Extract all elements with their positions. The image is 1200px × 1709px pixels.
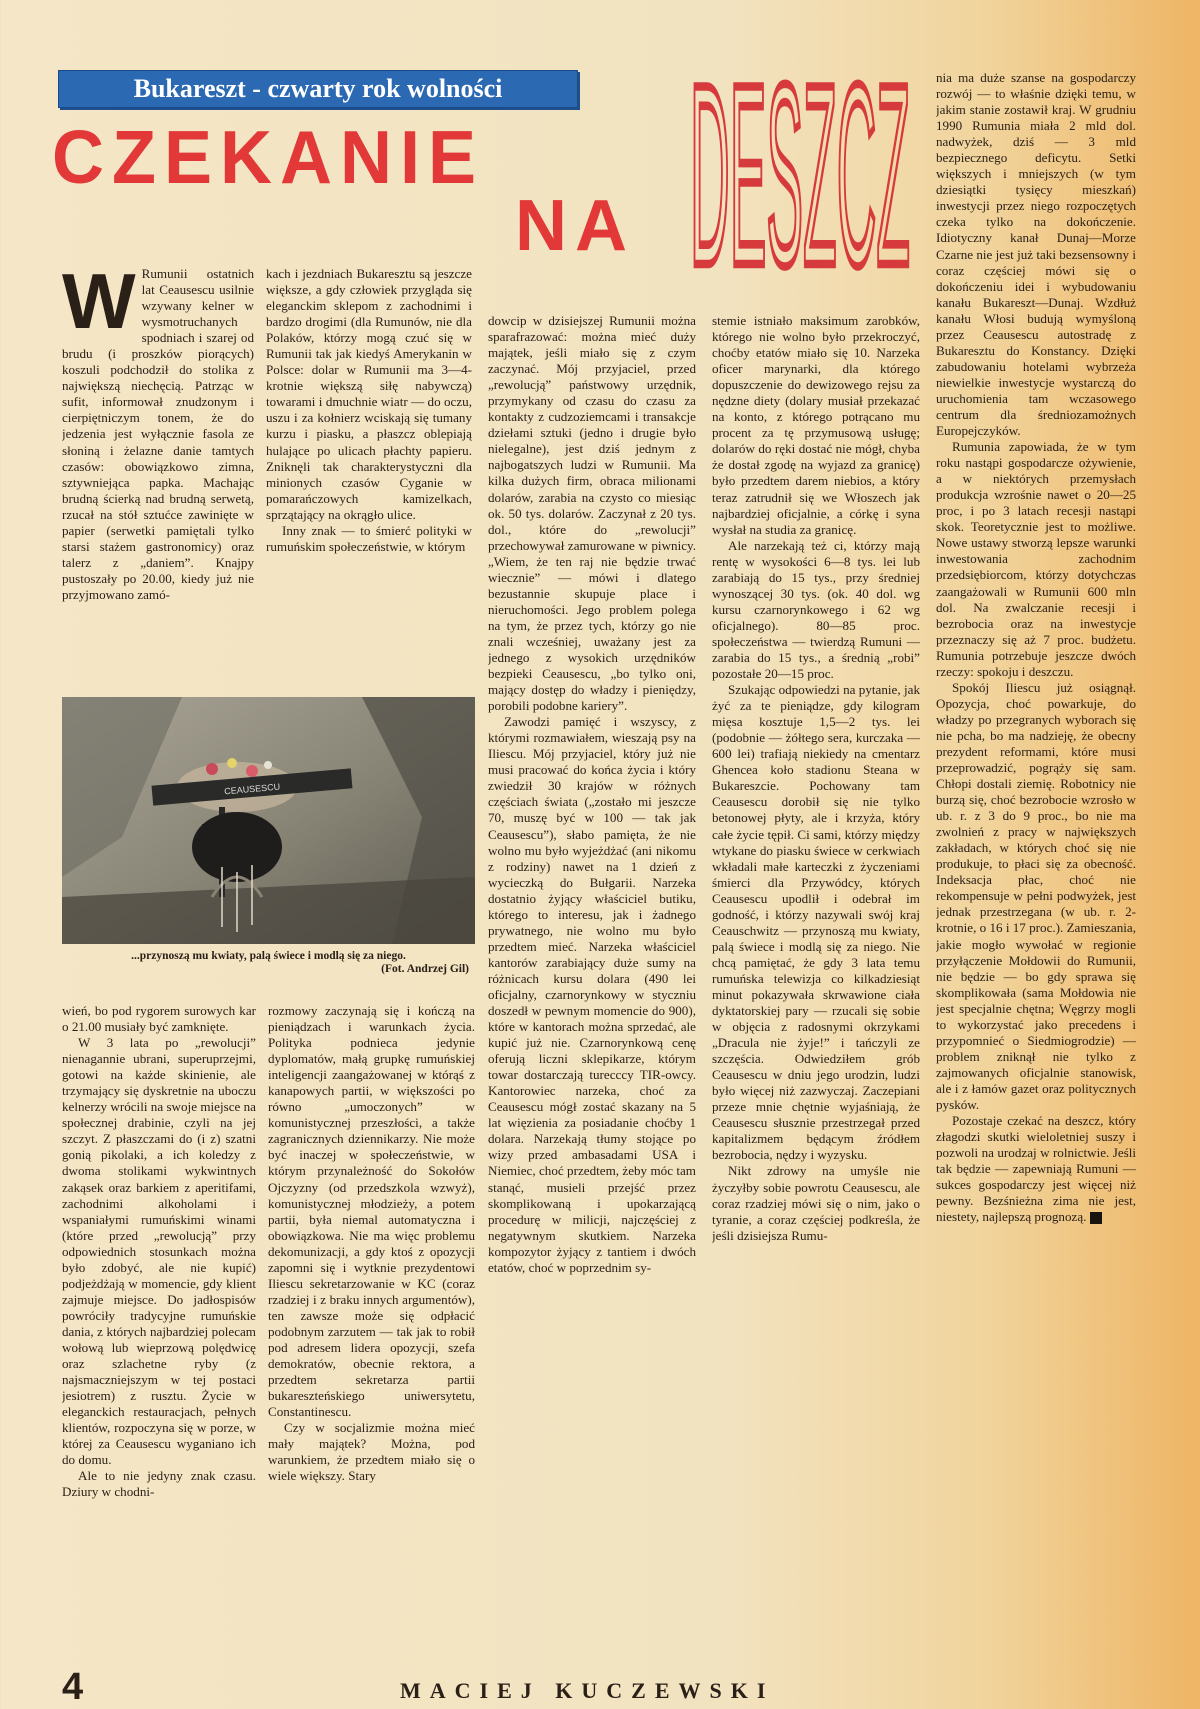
paragraph: wień, bo pod rygorem surowych kar o 21.00 musiały być zamknięte. <box>62 1003 256 1035</box>
page-number: 4 <box>62 1666 84 1708</box>
kicker-banner <box>58 70 578 108</box>
paragraph: Rumunia zapowiada, że w tym roku nastąpi gospodarcze ożywienie, a w niektórych przemysłach produkcja wzrośnie nawet o 20—25 proc, i po 3 latach recesji nastąpi skok. Teoretycznie jest to możliwe. Nowe ustawy stworzą lepsze warunki inwestowania zachodnim przedsiębiorcom, którzy dotychczas zaangażowali w Rumunii 600 mln dol. Na zwalczanie recesji i bezrobocia oraz na inwestycje przeznaczy się aż 7 proc. budżetu. Rumunia potrzebuje jeszcze dwóch rzeczy: spokoju i deszczu. <box>936 439 1136 679</box>
column-2-bottom <box>268 1003 475 1658</box>
vertical-title-deszcz <box>688 6 913 274</box>
column-1-bottom <box>62 1003 256 1658</box>
sign-text: CEAUSESCU <box>223 781 281 797</box>
end-mark-icon <box>1090 1212 1102 1224</box>
paragraph: W 3 lata po „rewolucji” nienagannie ubrani, superuprzejmi, gotowi na każde skinienie, ale trzymający się dyskretnie na uboczu kelnerzy wrócili na swoje miejsce na społecznej drabinie, czyli na jej szczyt. Z płaszczami do (i z) szatni gonią pikolaki, a ich koledzy z dwoma stolikami wykwintnych zakąsek oraz barkiem z aperitifami, zachodnimi alkoholami i wspaniałymi rumuńskimi winami (które przed „rewolucją” przy odpowiednich stosunkach można było zdobyć, ale nie kupić) podjeżdżają w momencie, gdy klient zajmuje miejsce. Do jadłospisów powróciły tradycyjne rumuńskie dania, z których najbardziej polecam wołową lub wieprzową polędwicę oraz szlachetne ryby (z najsmaczniejszym w tej postaci jesiotrem) z rusztu. Życie w eleganckich restauracjach, pełnych klientów, rozpoczyna się w porze, w której za Ceausescu wyganiano ich do domu. <box>62 1035 256 1468</box>
paragraph: Inny znak — to śmierć polityki w rumuńskim społeczeństwie, w którym <box>266 522 472 554</box>
column-1-top <box>62 266 254 690</box>
paragraph <box>936 1113 1136 1225</box>
paragraph: Rumunii ostatnich lat Ceausescu usilnie wzywany kelner w wysmotruchanych spodniach i szarej od brudu (i proszków piorących) koszuli podchodził do stolika z największą niechęcią. Patrząc w sufit, informował znudzonym i cierpiętniczym tonem, że do jedzenia jest wyłącznie fasola ze słoniną i żelazne danie tamtych czasów: obowiązkowo zimna, sztywniejąca papka. Machając brudną ścierką nad brudną serwetą, rzucał na stół sztućce zawinięte w papier (serwetki pamiętali tylko starsi stażem gastronomicy) oraz talerz z „daniem”. Knajpy pustoszały po 20.00, kiedy już nie przyjmowano zamó- <box>62 266 254 602</box>
paragraph: Nikt zdrowy na umyśle nie życzyłby sobie powrotu Ceausescu, ale coraz rzadziej mówi się o nim, jako o tyranie, a coraz częściej podkreśla, że jeśli dzisiejsza Rumu- <box>712 1163 920 1243</box>
paragraph: dowcip w dzisiejszej Rumunii można sparafrazować: można mieć duży majątek, jeśli miało się z czym zaczynać. Mój przyjaciel, przed „rewolucją” państwowy urzędnik, przymykany od czasu do czasu za kontakty z cudzoziemcami i transakcje dziełami sztuki (jedno i drugie było nielegalne), jest dziś jednym z najbogatszych ludzi w Rumunii. Ma kilka dużych firm, obraca milionami dolarów, zarabia na czysto co miesiąc ok. 50 tys. dolarów. Zaczynał z 20 tys. dol., które do „rewolucji” przechowywał zamurowane w piwnicy. „Wiem, że ten raj nie będzie trwać wiecznie” — mówi i dlatego bezustannie skupuje place i nieruchomości. Jego problem polega na tym, że przez tych, którzy go nie znali wcześniej, uważany jest za jednego z wysokich urzędników bezpieki Ceausescu, „bo tylko oni, mający dostęp do władzy i pieniędzy, porobili podobne kariery”. <box>488 313 696 714</box>
column-5 <box>936 70 1136 1658</box>
photo-caption <box>62 950 475 976</box>
headline-line2: NA <box>515 186 635 266</box>
grave-photo <box>62 697 475 944</box>
paragraph: Ale to nie jedyny znak czasu. Dziury w chodni- <box>62 1468 256 1500</box>
author-byline: MACIEJ KUCZEWSKI <box>400 1678 775 1703</box>
column-2-top <box>266 266 472 690</box>
photo-credit: (Fot. Andrzej Gil) <box>381 963 469 975</box>
paragraph: stemie istniało maksimum zarobków, którego nie wolno było przekroczyć, choćby etatów miało się 10. Narzeka oficer marynarki, dla którego dopuszczenie do dewizowego rejsu za nędzne diety (dolary musiał przekazać na konto, z którego potrącano mu procent za tę przymusową usługę; dolarów do ręki dostać nie mógł, chyba że dostał zgodę na wyjazd za granicę) było przedtem darem niebios, a który teraz zatrudnił się we Włoszech jak najbardziej oficjalnie, a córkę i syna wysłał na studia za granicę. <box>712 313 920 537</box>
column-3 <box>488 313 696 1658</box>
paragraph: Szukając odpowiedzi na pytanie, jak żyć za te pieniądze, gdy kilogram mięsa kosztuje 1,5—2 tys. lei (podobnie — żółtego sera, kurczaka — 600 lei) trafiają niekiedy na cmentarz Ghencea koło stadionu Steana w Bukareszcie. Pochowany tam Ceausescu dorobił się nie tylko betonowej płyty, ale i krzyża, który całe życie tępił. Ci sami, którzy między wtykane do piasku świece w cerkwiach wkładali małe karteczki z życzeniami śmierci dla Przywódcy, których Ceausescu upodlił i odebrał im godność, i którzy nazywali swój kraj Ceauschwitz — przynoszą mu kwiaty, palą świece i modlą się za niego. Nie chcą pamiętać, że gdy 3 lata temu rumuńska telewizja co kilkadziesiąt minut pokazywała skrwawione ciała dyktatorskiej pary — rzucali się sobie w objęcia z radosnymi okrzykami „Dracula nie żyje!” i tańczyli ze szczęścia. Odwiedziłem grób Ceausescu w dniu jego urodzin, ludzi było więcej niż zazwyczaj. Zaczepiani przeze mnie chętnie wyjaśniają, że Ceausescu słusznie przestrzegał przed kapitalizmem będącym źródłem bezrobocia, nędzy i wyzysku. <box>712 682 920 1163</box>
paragraph: Ale narzekają też ci, którzy mają rentę w wysokości 6—8 tys. lei lub zarabiają do 15 tys., przy średniej wynoszącej 30 tys. (ok. 40 dol. wg kursu czarnorynkowego i 62 wg oficjalnego). 80—85 proc. społeczeństwa — twierdzą Rumuni — zarabia do 15 tys., a średnią „robi” pozostałe 20—15 proc. <box>712 537 920 682</box>
paragraph: Spokój Iliescu już osiągnął. Opozycja, choć powarkuje, do władzy po przegranych wyborach się nie pcha, bo ma nadzieję, że obecny prezydent reformami, które musi przeprowadzić, pogrąży się sam. Chłopi dostali ziemię. Robotnicy nie burzą się, choć bezrobocie wzrosło w ub. r. z 3 do 9 proc., bo nie ma zwolnień z pracy w największych zakładach, w których choć się nie produkuje, to płaci się za obecność. Indeksacja płac, choć nie rekompensuje w pełni podwyżek, jest jednak przestrzegana (w ub. r. 2-krotnie, o 16 i 17 proc.). Zamieszania, jakie mogło wywołać w regionie przyłączenie Mołdowii do Rumunii, nie będzie — bo gdy sprawa się skomplikowała (sama Mołdowia nie jest specjalnie chętna; Węgrzy mogli to wykorzystać jako precedens i przypomnieć o Siedmiogrodzie) — problem zniknął nie tylko z zajmowanych oficjalnie stanowisk, ale i z łamów gazet oraz politycznych pysków. <box>936 679 1136 1112</box>
paragraph: Zawodzi pamięć i wszyscy, z którymi rozmawiałem, wieszają psy na Iliescu. Mój przyjaciel, który już nie musi pracować do końca życia i który zwiedził 30 krajów w różnych częściach świata („zostało mi jeszcze 70, muszę być w 100 — tak jak Ceausescu”), słabo pamięta, że nie wolno mu było wyjeżdżać (ani nikomu z rodziny) nawet na 1 dzień z wycieczką do Bułgarii. Narzeka dostatnio żyjący właściciel butiku, którego to interesu, jak i żadnego prywatnego, nie wolno mu było przedtem mieć. Narzeka właściciel kantorów zarabiający duże sumy na różnicach kursu dolara (490 lei oficjalny, czarnorynkowy w styczniu doszedł w pewnym momencie do 900), które w kantorach można sprzedać, ale kupić już nie. Czarnorynkową cenę oferują liczni sklepikarze, którym towar dostarczają turecccy TIR-owcy. Kantorowiec narzeka, choć za Ceausescu mógł zostać skazany na 5 lat więzienia za posiadanie choćby 1 dolara. Narzekają tłumy stojące po wizy przed ambasadami USA i Niemiec, choć przedtem, żeby móc tam stanąć, musieli przejść przez skomplikowaną i upokarzającą procedurę w milicji, najczęściej z negatywnym skutkiem. Narzeka kompozytor żyjący z tantiem i dwóch etatów, choć w poprzednim sy- <box>488 714 696 1275</box>
closing-text: Pozostaje czekać na deszcz, który złagodzi skutki wieloletniej suszy i pozwoli na urodzaj w rolnictwie. Jeśli tak będzie — zapewniają Rumuni — sukces gospodarczy jest więcej niż pewny. Bezśnieżna zima nie jest, niestety, najlepszą prognozą. <box>936 1113 1136 1225</box>
paragraph: nia ma duże szanse na gospodarczy rozwój — to właśnie dzięki temu, w jakim stanie zostawił kraj. W grudniu 1990 Rumunia miała 2 mld dol. nadwyżek, dziś — 3 mld bezpiecznego deficytu. Setki większych i mniejszych (w tym dziesiątki tysięcy mieszkań) inwestycji przez niego rozpoczętych czeka tylko na dokończenie. Idiotyczny kanał Dunaj—Morze Czarne nie jest już taki bezsensowny i coraz częściej mówi się o dokończeniu idei i wybudowaniu kanału Bukareszt—Dunaj. Wzdłuż kanału Włosi budują wymyśloną przez Ceausescu autostradę z Bukaresztu do Konstancy. Dzięki zabudowaniu hotelami wybrzeża niewielkie inwestycje wystarczą do uruchomienia tam wczasowego centrum dla średniozamożnych Europejczyków. <box>936 70 1136 439</box>
drop-cap: W <box>62 266 136 345</box>
headline-line1: CZEKANIE <box>52 116 485 200</box>
paragraph: rozmowy zaczynają się i kończą na pieniądzach i warunkach życia. Polityka podnieca jedynie dyplomatów, małą grupkę rumuńskiej inteligencji zaangażowanej w którąś z kanapowych partii, w większości po równo „umoczonych” w komunistycznej przeszłości, a także zagranicznych dziennikarzy. Nie może być inaczej w społeczeństwie, w którym przynależność do Sokołów Ojczyzny (od przedszkola wzwyż), komunistycznej młodzieży, a potem partii, była niemal automatyczna i obowiązkowa. Nie ma więc problemu dekomunizacji, a gdy ktoś z opozycji zapomni się i wytknie prezydentowi Iliescu sekretarzowanie w KC (coraz rzadziej i z braku innych argumentów), ten zawsze może się odpłacić podobnym zarzutem — tak jak to robił pod adresem lidera opozycji, szefa demokratów, obecnie rektora, a przedtem sekretarza partii bukareszteńskiego uniwersytetu, Constantinescu. <box>268 1003 475 1420</box>
caption-text: ...przynoszą mu kwiaty, palą świece i modlą się za niego. <box>131 950 406 962</box>
paragraph: kach i jezdniach Bukaresztu są jeszcze większe, a gdy człowiek przygląda się eleganckim sklepom z zachodnimi i bardzo drogimi (dla Rumunów, nie dla Polaków, którzy mogą czuć się w Rumunii tak jak kiedyś Amerykanin w Polsce: dolar w Rumunii ma 3—4-krotnie większą siłę nabywczą) towarami i dmuchnie wiatr — do oczu, uszu i za kołnierz wciskają się tumany kurzu i piasku, a płaszcz oblepiają hulające po ulicach płachty papieru. Zniknęli tak charakterystyczni dla minionych czasów Cyganie w pomarańczowych kamizelkach, sprzątający na okrągło ulice. <box>266 266 472 522</box>
paragraph: Czy w socjalizmie można mieć mały majątek? Można, pod warunkiem, że przedtem miało się o wiele większy. Stary <box>268 1420 475 1484</box>
vertical-title-text: DESZCZ <box>690 30 910 274</box>
column-4 <box>712 313 920 1658</box>
kicker-text: Bukareszt - czwarty rok wolności <box>133 74 503 103</box>
